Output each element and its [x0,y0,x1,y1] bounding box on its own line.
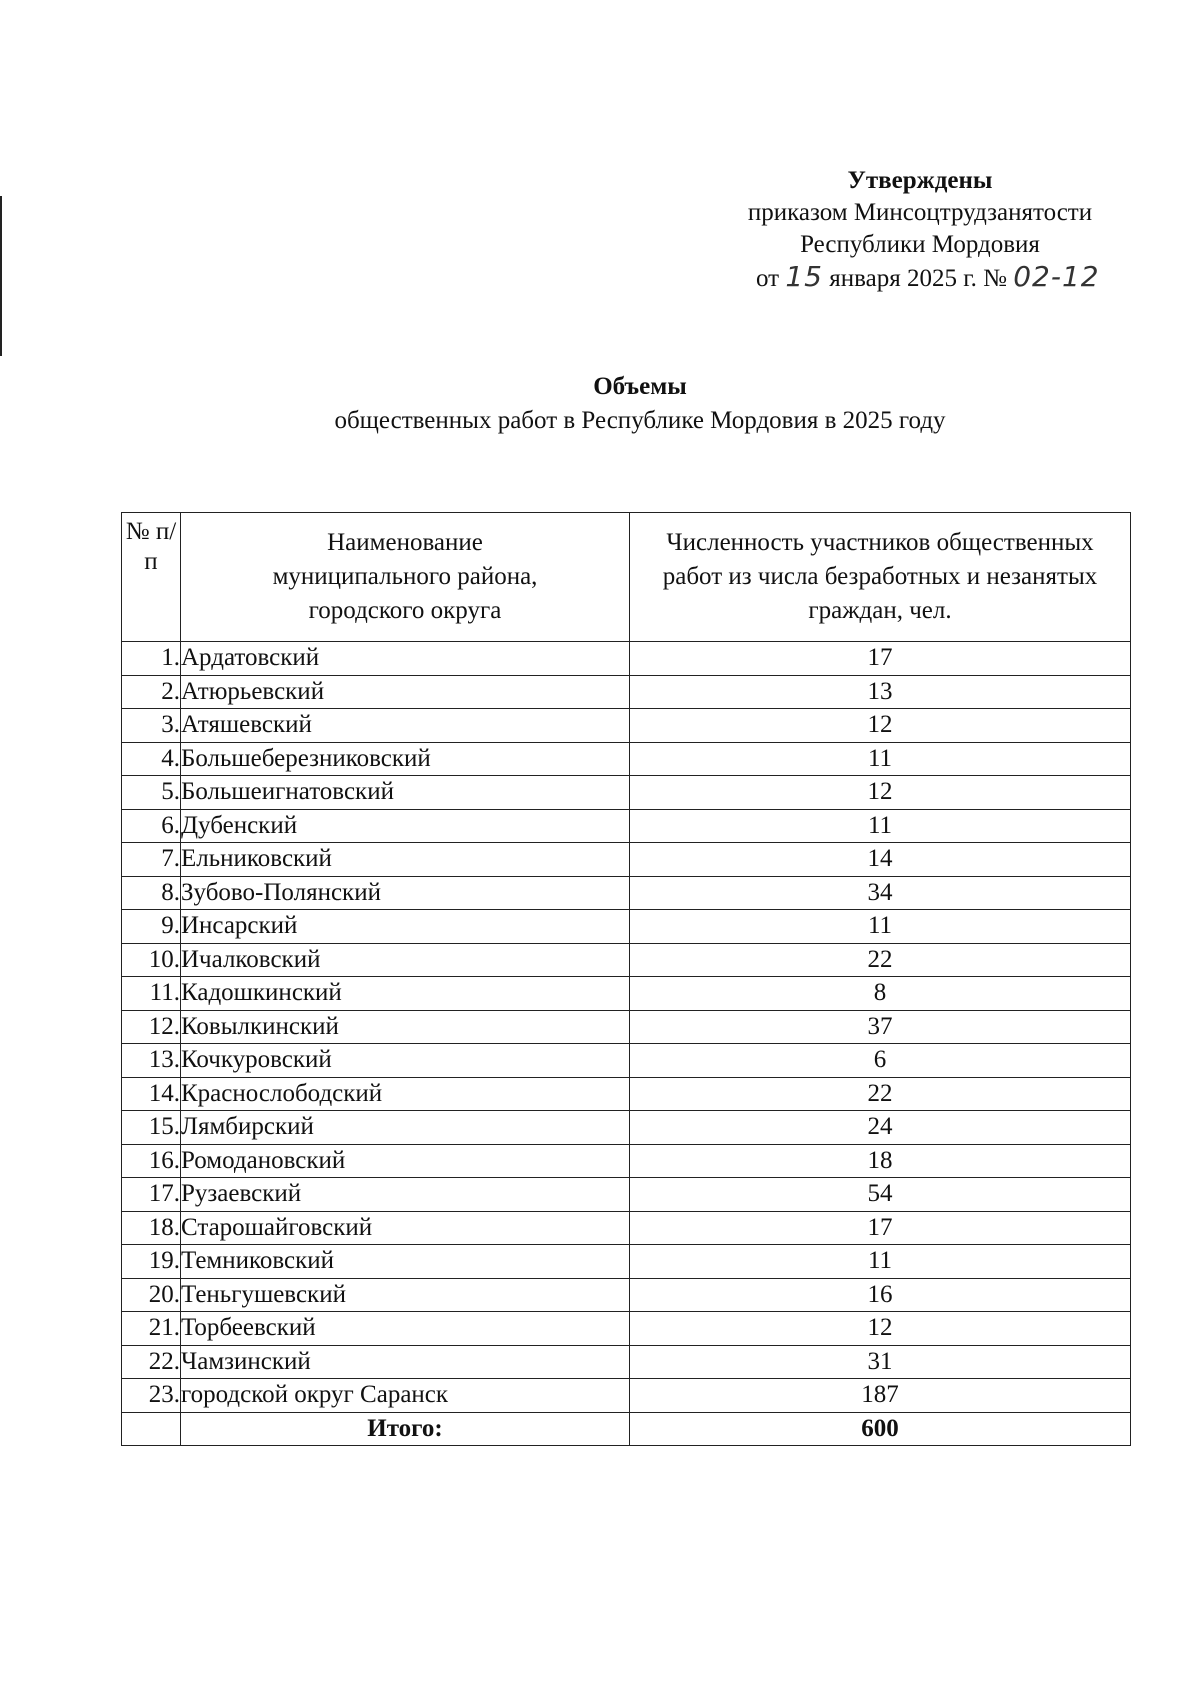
row-number: 23. [122,1379,181,1413]
header-name: Наименование муниципального района, городского округа [181,513,630,642]
header-count: Численность участников общественных работ из числа безработных и незанятых граждан, чел. [630,513,1131,642]
participant-count: 13 [630,675,1131,709]
district-name: Ичалковский [181,943,630,977]
table-row [122,1077,1131,1111]
district-name: Ардатовский [181,642,630,676]
table-row [122,776,1131,810]
row-number: 22. [122,1345,181,1379]
table-row [122,943,1131,977]
participant-count: 8 [630,977,1131,1011]
approval-block [690,165,1150,295]
row-number: 4. [122,742,181,776]
participant-count: 54 [630,1178,1131,1212]
table-row [122,675,1131,709]
public-works-table [121,512,1131,1446]
table-row [122,910,1131,944]
row-number: 8. [122,876,181,910]
participant-count: 12 [630,709,1131,743]
table-row [122,1379,1131,1413]
district-name: Зубово-Полянский [181,876,630,910]
district-name: Краснослободский [181,1077,630,1111]
district-name: Дубенский [181,809,630,843]
scan-edge-mark [0,196,2,356]
participant-count: 22 [630,943,1131,977]
row-number: 5. [122,776,181,810]
row-number: 13. [122,1044,181,1078]
document-subtitle: общественных работ в Республике Мордовия в 2025 году [334,407,946,434]
row-number: 1. [122,642,181,676]
district-name: Теньгушевский [181,1278,630,1312]
table-row [122,1345,1131,1379]
participant-count: 11 [630,1245,1131,1279]
table-row [122,1178,1131,1212]
participant-count: 6 [630,1044,1131,1078]
table-row [122,843,1131,877]
row-number: 16. [122,1144,181,1178]
district-name: Инсарский [181,910,630,944]
table-row [122,742,1131,776]
handwritten-order-number: 02-12 [1013,260,1100,293]
row-number: 20. [122,1278,181,1312]
district-name: Ромодановский [181,1144,630,1178]
table-row [122,1211,1131,1245]
table-row [122,1278,1131,1312]
approval-line-order: приказом Минсоцтрудзанятости [747,199,1093,226]
total-count: 600 [630,1412,1131,1446]
participant-count: 11 [630,809,1131,843]
participant-count: 18 [630,1144,1131,1178]
district-name: городской округ Саранск [181,1379,630,1413]
table-header-row [122,513,1131,642]
participant-count: 34 [630,876,1131,910]
participant-count: 16 [630,1278,1131,1312]
district-name: Чамзинский [181,1345,630,1379]
date-prefix: от [756,265,780,292]
table-body [122,642,1131,1446]
row-number: 12. [122,1010,181,1044]
participant-count: 12 [630,776,1131,810]
total-label: Итого: [181,1412,630,1446]
row-number: 3. [122,709,181,743]
table-row [122,809,1131,843]
table-row [122,709,1131,743]
district-name: Атяшевский [181,709,630,743]
participant-count: 12 [630,1312,1131,1346]
district-name: Рузаевский [181,1178,630,1212]
table-row [122,1010,1131,1044]
participant-count: 187 [630,1379,1131,1413]
date-rest: января 2025 г. № [829,265,1007,292]
participant-count: 22 [630,1077,1131,1111]
row-number: 15. [122,1111,181,1145]
participant-count: 11 [630,742,1131,776]
document-title: Объемы [593,373,687,400]
district-name: Кадошкинский [181,977,630,1011]
row-number: 7. [122,843,181,877]
participant-count: 37 [630,1010,1131,1044]
table-row [122,1044,1131,1078]
row-number: 6. [122,809,181,843]
row-number: 21. [122,1312,181,1346]
district-name: Кочкуровский [181,1044,630,1078]
district-name: Лямбирский [181,1111,630,1145]
total-num-cell [122,1412,181,1446]
participant-count: 24 [630,1111,1131,1145]
document-heading [0,370,1200,438]
participant-count: 11 [630,910,1131,944]
handwritten-day: 15 [785,260,823,293]
row-number: 9. [122,910,181,944]
table-row [122,977,1131,1011]
row-number: 11. [122,977,181,1011]
row-number: 2. [122,675,181,709]
total-row [122,1412,1131,1446]
row-number: 18. [122,1211,181,1245]
row-number: 19. [122,1245,181,1279]
district-name: Большеигнатовский [181,776,630,810]
district-name: Ковылкинский [181,1010,630,1044]
table-row [122,1144,1131,1178]
participant-count: 14 [630,843,1131,877]
district-name: Ельниковский [181,843,630,877]
approval-date-line [690,261,1150,295]
row-number: 10. [122,943,181,977]
district-name: Старошайговский [181,1211,630,1245]
table-row [122,642,1131,676]
district-name: Торбеевский [181,1312,630,1346]
district-name: Атюрьевский [181,675,630,709]
approval-title: Утверждены [847,167,993,194]
row-number: 17. [122,1178,181,1212]
table-row [122,1111,1131,1145]
participant-count: 17 [630,642,1131,676]
participant-count: 17 [630,1211,1131,1245]
participant-count: 31 [630,1345,1131,1379]
district-name: Темниковский [181,1245,630,1279]
table-row [122,1245,1131,1279]
approval-line-republic: Республики Мордовия [800,231,1040,258]
table-row [122,876,1131,910]
table-row [122,1312,1131,1346]
district-name: Большеберезниковский [181,742,630,776]
header-num: № п/п [122,513,181,642]
row-number: 14. [122,1077,181,1111]
